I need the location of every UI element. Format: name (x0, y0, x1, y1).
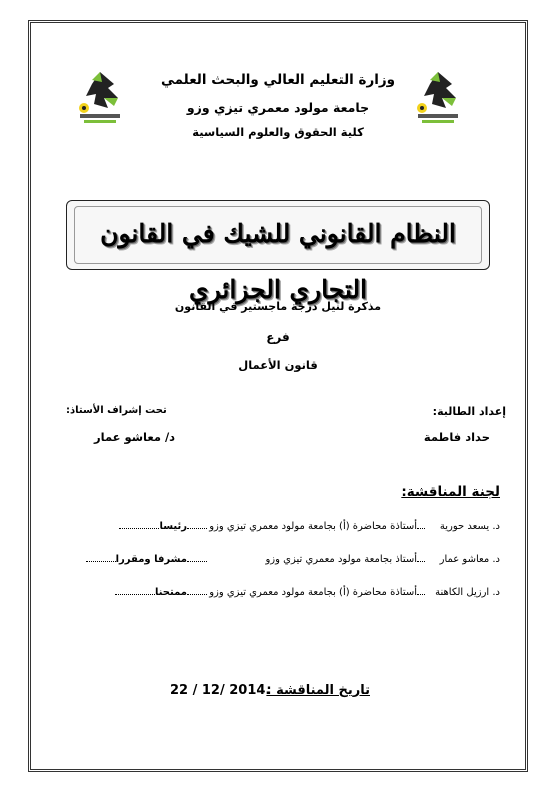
committee-row-1 (119, 521, 500, 532)
student-name: حداد فاطمة (423, 430, 490, 444)
branch-name: قانون الأعمال (238, 358, 318, 372)
supervisor-name: د/ معاشو عمار (94, 430, 176, 444)
member-position: أستاذ بجامعة مولود معمري تيزي وزو (265, 554, 417, 565)
member-name: د. معاشو عمار (439, 554, 500, 565)
committee-row-2 (86, 554, 500, 565)
student-label: إعداد الطالبة: (432, 405, 506, 418)
university-logo-left (74, 68, 126, 126)
member-role: مشرفا ومقررا (115, 554, 187, 565)
degree-text: مذكرة لنيل درجة ماجستير في القانون (174, 300, 382, 313)
committee-row-3 (115, 587, 500, 598)
supervisor-label: تحت إشراف الأستاذ: (66, 405, 167, 416)
committee-heading: لجنة المناقشة: (401, 484, 500, 500)
member-position: أستاذة محاضرة (أ) بجامعة مولود معمري تيزي وزو (209, 587, 417, 598)
university-name: جامعة مولود معمري تيزي وزو (186, 100, 370, 115)
member-role: ممتحنا (154, 587, 187, 598)
member-name: د. ارزيل الكاهنة (435, 587, 500, 598)
defense-date: 22 / 12/ 2014. (170, 683, 271, 698)
faculty-name: كلية الحقوق والعلوم السياسية (192, 125, 364, 139)
branch-label: فرع (266, 330, 290, 344)
member-role: رئيسا (159, 521, 187, 532)
ministry-name: وزارة التعليم العالي والبحث العلمي (160, 72, 396, 88)
defense-date-label: تاريخ المناقشة : (266, 683, 370, 698)
university-logo-right (412, 68, 464, 126)
member-name: د. يسعد حورية (439, 521, 500, 532)
member-position: أستاذة محاضرة (أ) بجامعة مولود معمري تيزي وزو (209, 521, 417, 532)
thesis-title: النظام القانوني للشيك في القانون التجاري الجزائري (100, 219, 456, 304)
